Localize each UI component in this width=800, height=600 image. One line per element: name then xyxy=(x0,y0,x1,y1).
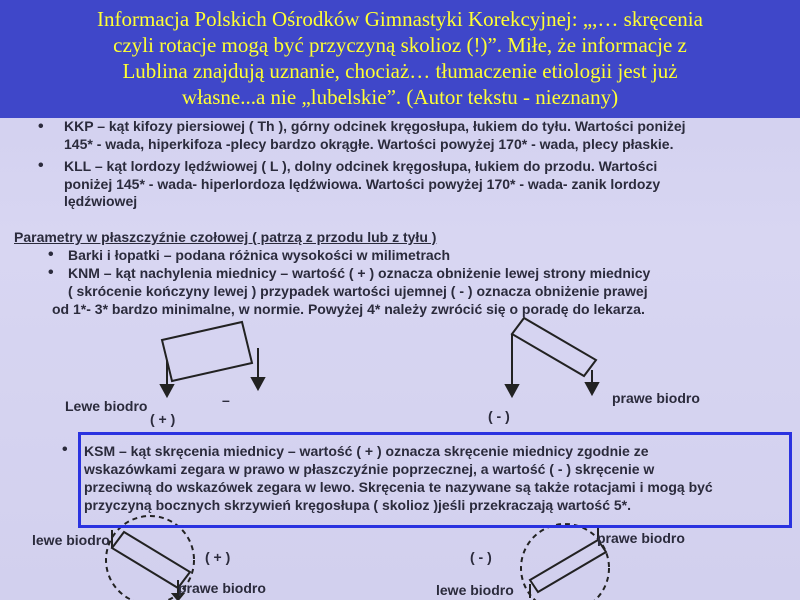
bullet-barki: • xyxy=(48,246,54,263)
label-dash: – xyxy=(222,392,230,408)
label-prawe-biodro-3: prawe biodro xyxy=(597,530,685,546)
label-plus-1: ( + ) xyxy=(150,411,176,427)
kkp-line-1: KKP – kąt kifozy piersiowej ( Th ), górny odcinek kręgosłupa, łukiem do tyłu. Wartości poniżej xyxy=(64,118,686,134)
label-prawe-biodro: prawe biodro xyxy=(612,390,700,406)
label-plus-2: ( + ) xyxy=(205,549,231,565)
pelvis-shape-left xyxy=(162,322,252,381)
knm-line-3: od 1*- 3* bardzo minimalne, w normie. Powyżej 4* należy zwrócić się o poradę do lekarza. xyxy=(52,301,645,317)
arrowhead-right-a xyxy=(506,385,518,396)
rotation-circle-right xyxy=(521,524,609,600)
arrowhead-left-b xyxy=(252,378,264,389)
ksm-line-4: przyczyną bocznych skrzywień kręgosłupa ( skolioz )jeśli przekraczają wartość 5*. xyxy=(84,497,631,513)
ksm-line-3: przeciwną do wskazówek zegara w lewo. Skręcenia te nazywane są także rotacjami i mogą być xyxy=(84,479,713,495)
arrowhead-left-a xyxy=(161,385,173,396)
arrowhead-right-b xyxy=(586,383,598,394)
label-lewe-biodro-2: lewe biodro xyxy=(32,532,110,548)
knm-line-2: ( skrócenie kończyny lewej ) przypadek wartości ujemnej ( - ) oznacza obniżenie prawej xyxy=(68,283,648,299)
bullet-knm: • xyxy=(48,264,54,281)
barki-line: Barki i łopatki – podana różnica wysokości w milimetrach xyxy=(68,247,451,263)
bullet-ksm: • xyxy=(62,441,68,458)
label-lewe-biodro: Lewe biodro xyxy=(65,398,148,414)
header-line-2: czyli rotacje mogą być przyczyną skolioz (!)”. Miłe, że informacje z xyxy=(113,33,687,57)
header-banner xyxy=(0,0,800,118)
bullet-kll: • xyxy=(38,157,44,174)
kll-line-2: poniżej 145* - wada- hiperlordoza lędźwiowa. Wartości powyżej 170* - wada- zanik lordozy xyxy=(64,176,661,192)
label-minus-2: ( - ) xyxy=(470,549,492,565)
label-prawe-biodro-2: prawe biodro xyxy=(178,580,266,596)
header-line-1: Informacja Polskich Ośrodków Gimnastyki Korekcyjnej: „,… skręcenia xyxy=(97,7,703,31)
bullet-kkp: • xyxy=(38,118,44,135)
pelvis-rotated-right xyxy=(530,540,606,592)
kll-line-1: KLL – kąt lordozy lędźwiowej ( L ), dolny odcinek kręgosłupa, łukiem do przodu. Wartości xyxy=(64,158,658,174)
kkp-line-2: 145* - wada, hiperkifoza -plecy bardzo okrągłe. Wartości powyżej 170* - wada, plecy płaskie. xyxy=(64,136,674,152)
label-lewe-biodro-3: lewe biodro xyxy=(436,582,514,598)
ksm-line-2: wskazówkami zegara w prawo w płaszczyźnie poprzecznej, a wartość ( - ) skręcenie w xyxy=(84,461,655,477)
frontal-heading: Parametry w płaszczyźnie czołowej ( patrzą z przodu lub z tyłu ) xyxy=(14,229,437,245)
pelvis-shape-right xyxy=(512,318,596,376)
label-minus-1: ( - ) xyxy=(488,408,510,424)
header-line-4: własne...a nie „lubelskie”. (Autor tekstu - nieznany) xyxy=(181,85,619,109)
kll-line-3: lędźwiowej xyxy=(64,193,138,209)
knm-line-1: KNM – kąt nachylenia miednicy – wartość ( + ) oznacza obniżenie lewej strony miednicy xyxy=(68,265,651,281)
header-line-3: Lublina znajdują uznanie, chociaż… tłumaczenie etiologii jest już xyxy=(122,59,678,83)
ksm-line-1: KSM – kąt skręcenia miednicy – wartość ( + ) oznacza skręcenie miednicy zgodnie ze xyxy=(84,443,649,459)
